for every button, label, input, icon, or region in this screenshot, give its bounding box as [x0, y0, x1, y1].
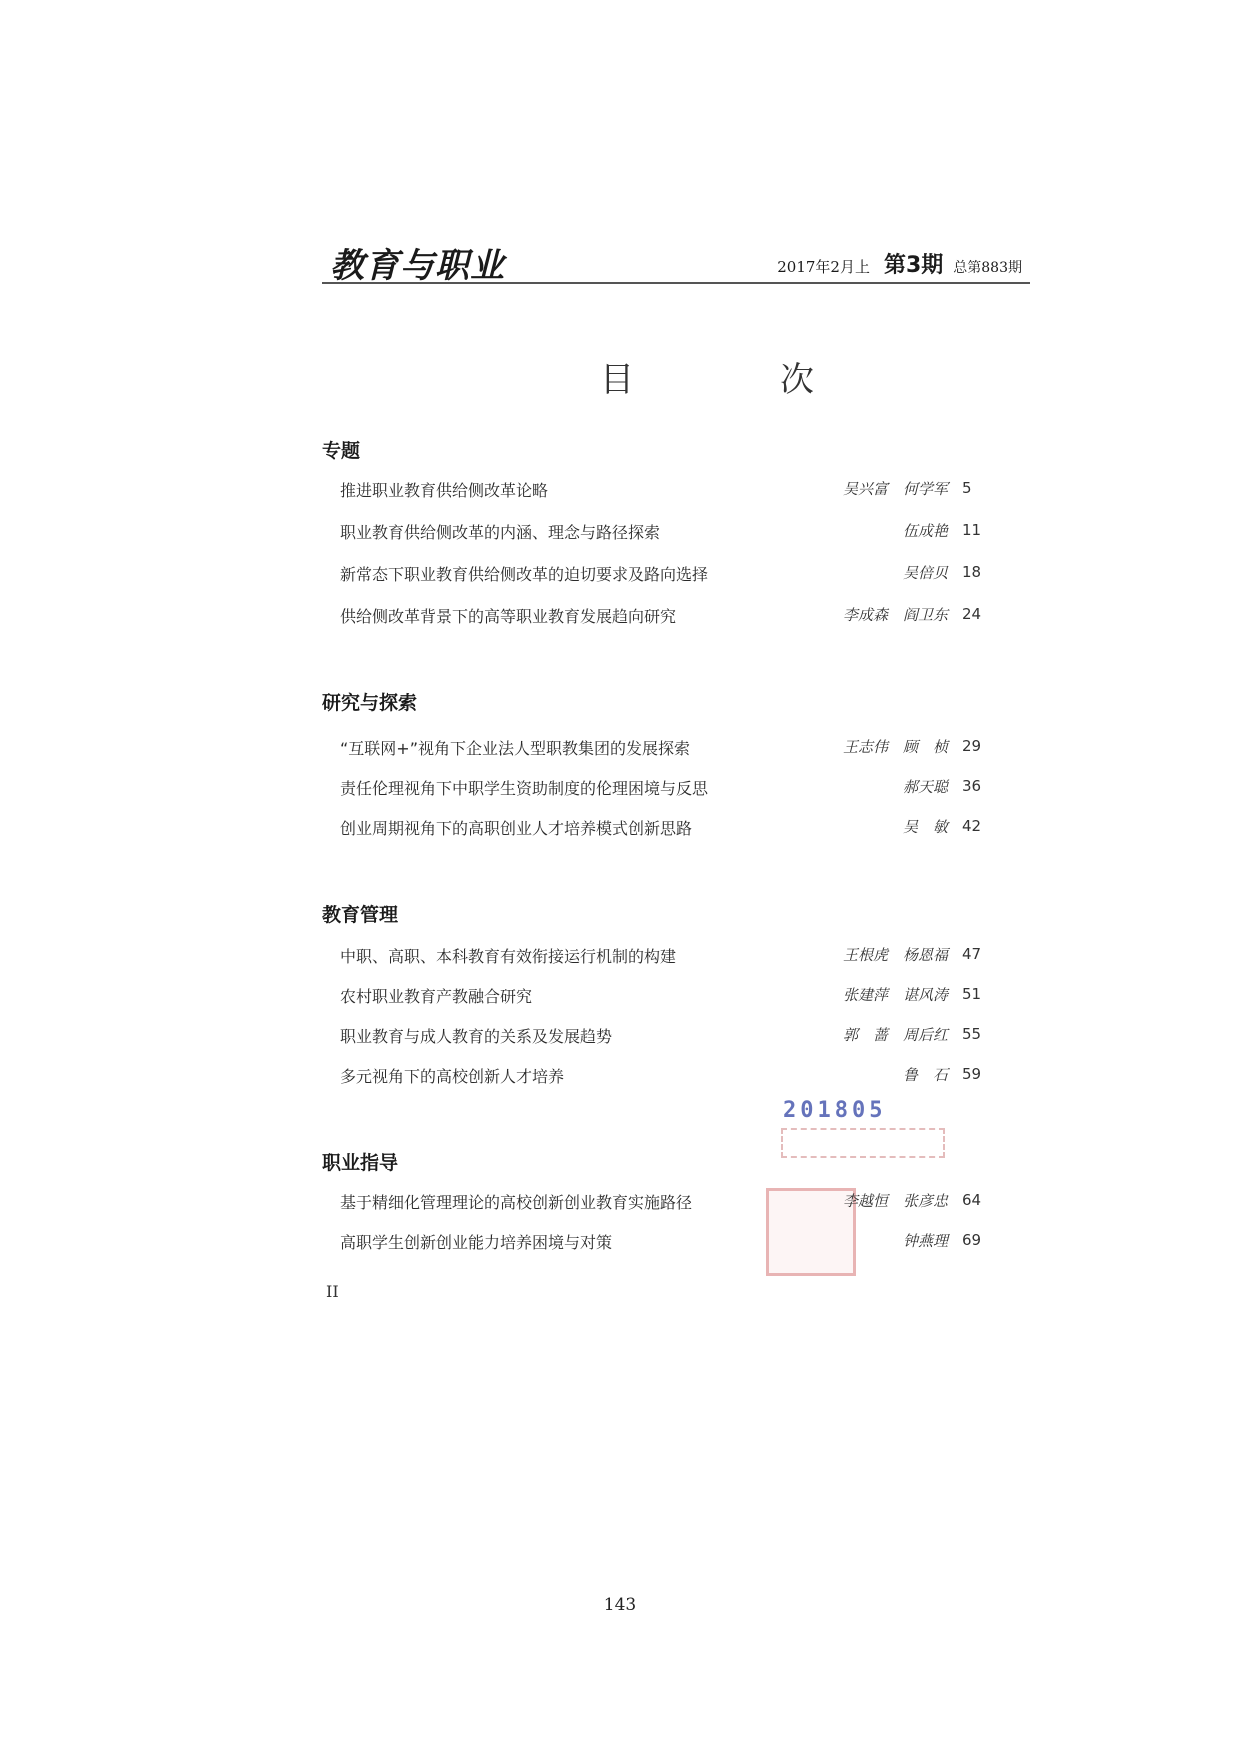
entry-page: 51 — [962, 985, 982, 1003]
entry-page: 5 — [962, 479, 972, 497]
issue-date: 2017年2月上 — [777, 258, 870, 276]
entry-authors: 钟燕理 — [902, 1232, 948, 1250]
entry-page: 18 — [962, 563, 982, 581]
toc-title: 目 次 — [600, 360, 870, 400]
entry-page: 64 — [962, 1191, 982, 1209]
entry-page: 55 — [962, 1025, 982, 1043]
entry-authors: 鲁 石 — [902, 1066, 948, 1084]
library-stamp-box — [781, 1128, 945, 1158]
entry-authors: 李成森 阎卫东 — [842, 606, 948, 624]
issue-info — [777, 248, 1022, 279]
toc-entry[interactable] — [340, 776, 1010, 804]
masthead — [322, 238, 1030, 284]
entry-authors: 张建萍 谌风涛 — [842, 986, 948, 1004]
entry-authors: 郝天聪 — [902, 778, 948, 796]
toc-entry[interactable] — [340, 1230, 1010, 1258]
section-heading: 研究与探索 — [322, 692, 418, 714]
toc-entry[interactable] — [340, 1024, 1010, 1052]
toc-entry[interactable] — [340, 478, 1010, 506]
entry-authors: 王志伟 顾 桢 — [842, 738, 948, 756]
entry-title: 多元视角下的高校创新人才培养 — [340, 1067, 565, 1086]
entry-title: 职业教育供给侧改革的内涵、理念与路径探索 — [340, 523, 661, 542]
toc-entry[interactable] — [340, 520, 1010, 548]
entry-title: “互联网+”视角下企业法人型职教集团的发展探索 — [340, 739, 690, 758]
roman-page-marker: II — [326, 1282, 339, 1301]
toc-entry[interactable] — [340, 562, 1010, 590]
entry-title: 职业教育与成人教育的关系及发展趋势 — [340, 1027, 613, 1046]
section-heading: 专题 — [322, 440, 361, 462]
toc-entry[interactable] — [340, 944, 1010, 972]
entry-authors: 吴倍贝 — [902, 564, 948, 582]
entry-title: 农村职业教育产教融合研究 — [340, 987, 533, 1006]
entry-title: 推进职业教育供给侧改革论略 — [340, 481, 549, 500]
entry-authors: 郭 蔷 周后红 — [842, 1026, 948, 1044]
page-number: 143 — [603, 1595, 637, 1615]
entry-page: 24 — [962, 605, 982, 623]
toc-entry[interactable] — [340, 604, 1010, 632]
entry-page: 11 — [962, 521, 982, 539]
entry-title: 高职学生创新创业能力培养困境与对策 — [340, 1233, 613, 1252]
toc-entry[interactable] — [340, 984, 1010, 1012]
entry-page: 42 — [962, 817, 982, 835]
entry-page: 59 — [962, 1065, 982, 1083]
section-heading: 职业指导 — [322, 1152, 399, 1174]
entry-authors: 伍成艳 — [902, 522, 948, 540]
entry-authors: 王根虎 杨恩福 — [842, 946, 948, 964]
entry-authors: 吴 敏 — [902, 818, 948, 836]
entry-page: 69 — [962, 1231, 982, 1249]
issue-total: 总第883期 — [953, 260, 1022, 276]
entry-title: 基于精细化管理理论的高校创新创业教育实施路径 — [340, 1193, 693, 1212]
entry-title: 创业周期视角下的高职创业人才培养模式创新思路 — [340, 819, 693, 838]
entry-page: 36 — [962, 777, 982, 795]
issue-number: 第3期 — [883, 253, 944, 278]
journal-logo: 教育与职业 — [330, 246, 505, 286]
toc-entry[interactable] — [340, 1190, 1010, 1218]
entry-title: 供给侧改革背景下的高等职业教育发展趋向研究 — [340, 607, 677, 626]
entry-authors: 李越恒 张彦忠 — [842, 1192, 948, 1210]
section-heading: 教育管理 — [322, 904, 399, 926]
toc-entry[interactable] — [340, 1064, 1010, 1092]
toc-entry[interactable] — [340, 816, 1010, 844]
received-date-stamp: 201805 — [783, 1098, 887, 1123]
entry-page: 47 — [962, 945, 982, 963]
entry-title: 中职、高职、本科教育有效衔接运行机制的构建 — [340, 947, 677, 966]
toc-entry[interactable] — [340, 736, 1010, 764]
entry-title: 责任伦理视角下中职学生资助制度的伦理困境与反思 — [340, 779, 709, 798]
entry-page: 29 — [962, 737, 982, 755]
entry-title: 新常态下职业教育供给侧改革的迫切要求及路向选择 — [340, 565, 709, 584]
entry-authors: 吴兴富 何学军 — [842, 480, 948, 498]
